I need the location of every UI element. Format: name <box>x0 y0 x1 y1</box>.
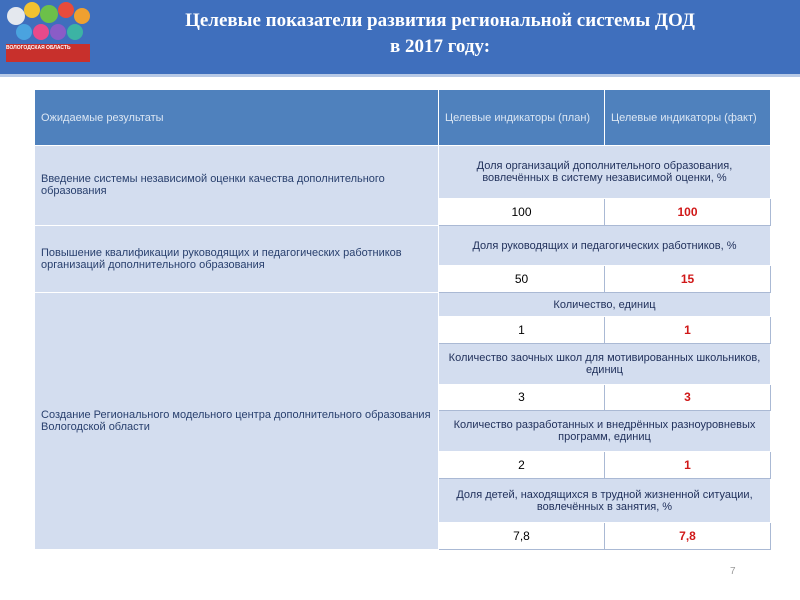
indicator-cell: Количество, единиц <box>439 292 771 316</box>
header-plan: Целевые индикаторы (план) <box>439 90 605 146</box>
table-row <box>35 292 771 316</box>
title-line-1: Целевые показатели развития региональной системы ДОД <box>185 10 695 31</box>
logo-icon <box>4 2 92 68</box>
header-results: Ожидаемые результаты <box>35 90 439 146</box>
table-header-row <box>35 90 771 146</box>
plan-value: 100 <box>439 199 605 226</box>
logo-text: ВОЛОГОДСКАЯ ОБЛАСТЬ <box>6 45 71 51</box>
table-row <box>35 225 771 266</box>
indicator-cell: Доля организаций дополнительного образования, вовлечённых в систему независимой оценки, % <box>439 146 771 199</box>
fact-value: 1 <box>605 452 771 479</box>
page-title <box>120 8 760 60</box>
fact-value: 100 <box>605 199 771 226</box>
plan-value: 50 <box>439 266 605 293</box>
indicator-cell: Доля руководящих и педагогических работников, % <box>439 225 771 266</box>
plan-value: 3 <box>439 384 605 411</box>
fact-value: 7,8 <box>605 523 771 550</box>
fact-value: 15 <box>605 266 771 293</box>
indicators-table <box>34 89 771 550</box>
result-cell: Введение системы независимой оценки качества дополнительного образования <box>35 146 439 226</box>
header-divider <box>0 74 800 77</box>
plan-value: 2 <box>439 452 605 479</box>
indicator-cell: Доля детей, находящихся в трудной жизненной ситуации, вовлечённых в занятия, % <box>439 478 771 523</box>
fact-value: 3 <box>605 384 771 411</box>
page-number: 7 <box>730 566 736 577</box>
header-fact: Целевые индикаторы (факт) <box>605 90 771 146</box>
table-row <box>35 146 771 199</box>
fact-value: 1 <box>605 317 771 344</box>
slide-header <box>0 0 800 74</box>
plan-value: 7,8 <box>439 523 605 550</box>
result-cell: Создание Регионального модельного центра дополнительного образования Вологодской области <box>35 292 439 549</box>
result-cell: Повышение квалификации руководящих и педагогических работников организаций дополнительного образования <box>35 225 439 292</box>
indicator-cell: Количество заочных школ для мотивированных школьников, единиц <box>439 343 771 384</box>
plan-value: 1 <box>439 317 605 344</box>
title-line-2: в 2017 году: <box>389 36 491 57</box>
indicator-cell: Количество разработанных и внедрённых разноуровневых программ, единиц <box>439 411 771 452</box>
